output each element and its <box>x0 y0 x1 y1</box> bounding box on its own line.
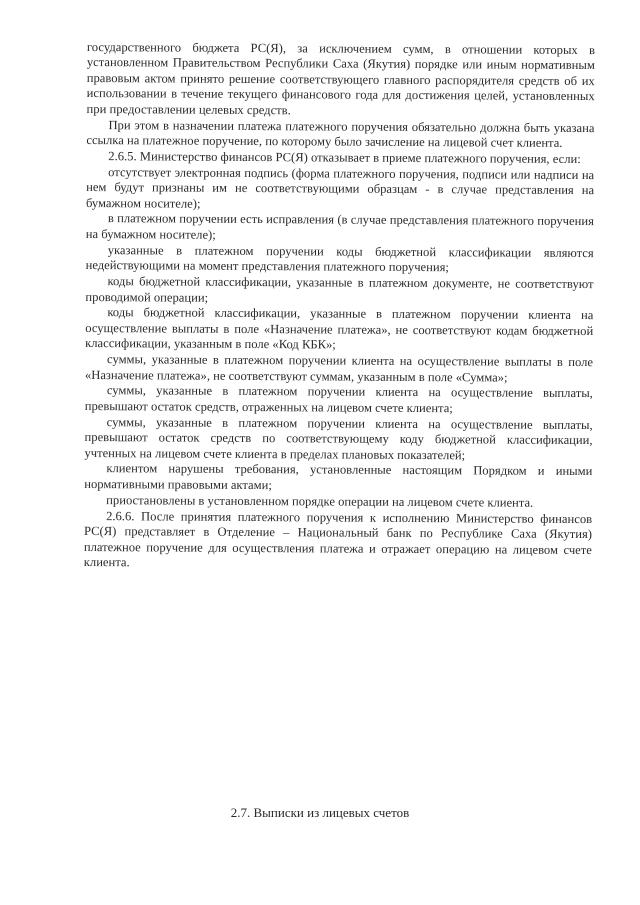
paragraph-2-6-6: 2.6.6. После принятия платежного поручения к исполнению Министерство финансов РС(Я) представляет в Отделение – Национальный банк по Республике Саха (Якутия) платежное поручение для осуществления платежа и отражает операцию на лицевом счете клиента. <box>83 508 593 570</box>
list-item-codes-mismatch-operation: коды бюджетной классификации, указанные в платежном документе, не соответствуют проводимой операции; <box>85 274 594 305</box>
list-item-corrections: в платежном поручении есть исправления (в случае представления платежного поручения на бумажном носителе); <box>85 211 594 242</box>
list-item-requirements-violated: клиентом нарушены требования, установленные настоящим Порядком и иными нормативными правовыми актами; <box>84 461 593 493</box>
document-body <box>84 40 595 573</box>
list-item-sums-exceed-code-balance: суммы, указанные в платежном поручении клиента на осуществление выплаты, превышают остаток средств по соответствующему коду бюджетной классификации, учтенных на лицевом счете клиента в пределах плановых показателей; <box>84 414 593 462</box>
list-item-operations-suspended: приостановлены в установленном порядке операции на лицевом счете клиента. <box>106 492 534 510</box>
paragraph-budget-remainder: государственного бюджета РС(Я), за исключением сумм, в отношении которых в установленном Правительством Республики Саха (Якутия) порядке или иным нормативным правовым актом принято решение соответствующего главного распорядителя средств об их использовании в течение текущего финансового года для достижения целей, установленных при предоставлении целевых средств. <box>86 40 595 117</box>
list-item-sums-mismatch: суммы, указанные в платежном поручении клиента на осуществление выплаты в поле «Назначение платежа», не соответствуют суммам, указанным в поле «Сумма»; <box>84 352 594 385</box>
section-heading: 2.7. Выписки из лицевых счетов <box>230 805 410 820</box>
list-item-codes-mismatch-kbk: коды бюджетной классификации, указанные в платежном поручении клиента на осуществление выплаты в поле «Назначение платежа», не соответствуют кодам бюджетной классификации, указанным в поле «Код КБК»; <box>85 305 594 352</box>
paragraph-payment-reference: При этом в назначении платежа платежного поручения обязательно должна быть указана ссылка на платежное поручение, по которому было зачисление на лицевой счет клиента. <box>86 117 595 150</box>
list-item-sums-exceed-balance: суммы, указанные в платежном поручении клиента на осуществление выплаты, превышают остаток средств, отраженных на лицевом счете клиента; <box>84 383 593 416</box>
list-item-invalid-codes: указанные в платежном поручении коды бюджетной классификации являются недействующими на момент представления платежного поручения; <box>85 242 594 275</box>
paragraph-2-6-5-intro: 2.6.5. Министерство финансов РС(Я) отказывает в приеме платежного поручения, если: <box>108 148 581 166</box>
list-item-no-signature: отсутствует электронная подпись (форма платежного поручения, подписи или надписи на нем будут признаны им не соответствующими образцам - в случае представления на бумажном носителе); <box>85 164 595 211</box>
